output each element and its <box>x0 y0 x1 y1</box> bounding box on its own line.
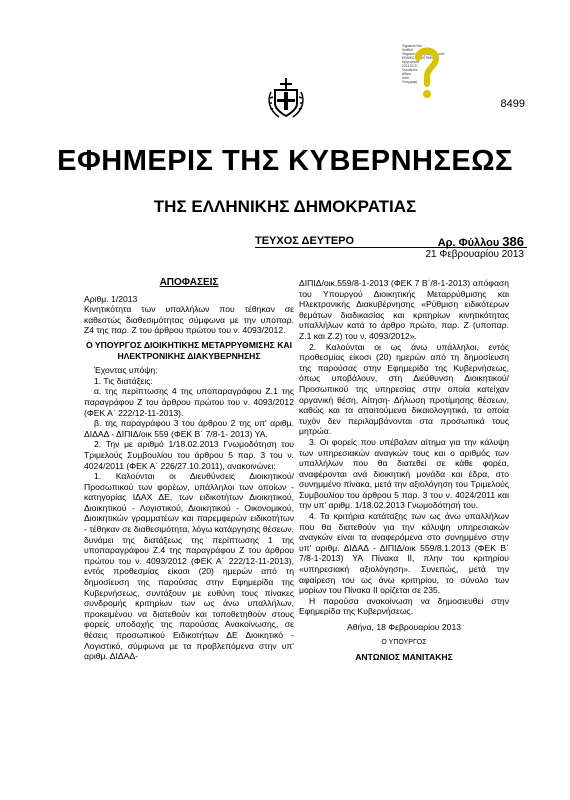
left-column <box>84 278 294 662</box>
paragraph: 2. Καλούνται οι ως άνω υπάλληλοι, εντός προθεσμίας είκοσι (20) ημερών από τη δημοσίευση της παρούσας στην Εφημερίδα της Κυβερνήσεως, όπως υποβάλουν, στη Διεύθυνση Διοικητικού/Προσωπικού της υπηρεσίας στην οποία κατείχαν οργανική θέση, Αίτηση- Δήλωση προτίμησης θέσεων, καθώς και τα απαιτούμενα δικαιολογητικά, τα οποία τυχόν δεν περιλαμβάνονται στα προσωπικά τους μητρώα. <box>299 341 509 437</box>
signature-line: Verified <box>402 48 413 52</box>
paragraph: α. της περίπτωσης 4 της υποπαραγράφου Ζ.1 της παραγράφου Ζ του άρθρου πρώτου του ν. 4093/2012 (ΦΕΚ Α΄ 222/12-11-2013). <box>84 386 294 418</box>
sheet-number-value: 386 <box>502 234 524 249</box>
considering-heading: Έχοντας υπόψη: <box>94 365 158 376</box>
gazette-masthead: ΕΦΗΜΕΡΙΣ ΤΗΣ ΚΥΒΕΡΝΗΣΕΩΣ <box>57 145 513 177</box>
paragraph: ΔΙΠΙΔ/οικ.559/8-1-2013 (ΦΕΚ 7 Β΄/8-1-2013) απόφαση του Υπουργού Διοικητικής Μεταρρύθμισης και Ηλεκτρονικής Διακυβέρνησης «Ρύθμιση ειδικότερων θεμάτων διαδικασίας και κριτηρίων κινητικότητας υπαλλήλων κατά το άρθρο πρώτο, παρ. Ζ (υποπαρ. Ζ.1 και Ζ.2) του ν. 4093/2012». <box>299 278 509 341</box>
issue-series: ΤΕΥΧΟΣ ΔΕΥΤΕΡΟ <box>255 235 355 247</box>
paragraph: 2. Την με αριθμό 1/18.02.2013 Γνωμοδότηση του Τριμελούς Συμβουλίου του άρθρου 5 παρ. 3 του ν. 4024/2011 (ΦΕΚ Α΄ 226/27.10.2011), ανακοινώνει: <box>84 439 294 471</box>
decision-subject: Κινητικότητα των υπαλλήλων που τέθηκαν σε καθεστώς διαθεσιμότητας σύμφωνα με την υποπαρ. Ζ4 της παρ. Ζ του άρθρου πρώτου του ν. 4093/2012. <box>84 304 294 336</box>
signature-line: Υπογραφή <box>402 80 418 84</box>
paragraph: Η παρούσα ανακοίνωση να δημοσιευθεί στην Εφημερίδα της Κυβερνήσεως. <box>299 595 509 617</box>
greek-coat-of-arms-icon <box>265 70 307 120</box>
decision-number: Αριθμ. 1/2013 <box>84 293 138 304</box>
paragraph: 4. Τα κριτήρια κατάταξης των ως άνω υπαλλήλων που θα διατεθούν για την κάλυψη υπηρεσιακών αναγκών είναι τα αναφερόμενα στο συνημμένο στην υπ' αριθμ. ΔΙΔΑΔ - ΔΙΠΙΔ/οικ 559/8.1.2013 (ΦΕΚ Β΄ 7/8-1-2013) ΥΑ Πίνακα ΙΙ, πλην του κριτηρίου «υπηρεσιακή αξιολόγηση». Συνεπώς, μετά την αφαίρεση του ως άνω κριτηρίου, το σύνολο των μορίων του Πίνακα ΙΙ ορίζεται σε 235. <box>299 511 509 596</box>
signature-line: Αιτία: <box>402 76 410 80</box>
page-number: 8499 <box>500 98 525 110</box>
header-divider <box>255 247 527 248</box>
signature-line: 2013.02.21 <box>402 64 418 68</box>
issuing-authority: Ο ΥΠΟΥΡΓΟΣ ΔΙΟΙΚΗΤΙΚΗΣ ΜΕΤΑΡΡΥΘΜΙΣΗΣ ΚΑΙ ΗΛΕΚΤΡΟΝΙΚΗΣ ΔΙΑΚΥΒΕΡΝΗΣΗΣ <box>86 339 292 361</box>
signature-line: Ημερομηνία: <box>402 60 420 64</box>
signature-line: ΕΘΝΙΚΟ ΤΥΠΟΓΡΑΦΕΙΟ <box>402 56 438 60</box>
paragraph: β. της παραγράφου 3 του άρθρου 2 της υπ' αριθμ. ΔΙΔΑΔ - ΔΙΠΙΔ/οικ 559 (ΦΕΚ Β΄ 7/8-1- 2013) ΥΑ. <box>84 418 294 439</box>
issue-date: 21 Φεβρουαρίου 2013 <box>425 249 524 260</box>
gazette-subhead: ΤΗΣ ΕΛΛΗΝΙΚΗΣ ΔΗΜΟΚΡΑΤΙΑΣ <box>153 197 417 216</box>
signature-question-mark-icon <box>412 44 442 104</box>
signature-date: Αθήνα, 18 Φεβρουαρίου 2013 <box>346 622 462 632</box>
signature-line: Ψηφιακά υπογεγραμμένο από <box>402 52 445 56</box>
paragraph: 1. Τις διατάξεις: <box>94 375 153 386</box>
paragraph: 3. Οι φορείς που υπέβαλαν αίτημα για την κάλυψη των υπηρεσιακών αναγκών τους και ο αριθμός των υπαλλήλων που θα διατεθεί σε κάθε φορέα, αναφέρονται ανά διοικητική μονάδα και έδρα, στο συνημμένο πίνακα, μετά την αξιολόγηση του Τριμελούς Συμβουλίου του άρθρου 5 παρ. 3 του ν. 4024/2011 και την υπ' αριθμ. 1/18.02.2013 Γνωμοδότησή του. <box>299 436 509 511</box>
signature-line: Τοποθεσία: <box>402 68 418 72</box>
section-title: ΑΠΟΦΑΣΕΙΣ <box>159 277 219 288</box>
signature-line: Αθήνα <box>402 72 412 76</box>
paragraph: 1. Καλούνται οι Διευθύνσεις Διοικητικού/Προσωπικού των φορέων, υπάλληλοι των οποίων - κατηγορίας ΙΔΑΧ ΔΕ, των ειδικοτήτων Διοικητικού, Διοικητικού - Λογιστικού, Διοικητικού - Οικονομικού, Διοικητικών γραμματέων και παρεμφερών ειδικοτήτων - τέθηκαν σε διαθεσιμότητα, λόγω κατάργησης θέσεων, δυνάμει της διατάξεως της περίπτωσης 1 της υποπαραγράφου Ζ.4 της παραγράφου Ζ του άρθρου πρώτου του ν. 4093/2012 (ΦΕΚ Α΄ 222/12-11-2013), εντός προθεσμίας είκοσι (20) ημερών από τη δημοσίευση της παρούσας στην Εφημερίδα της Κυβερνήσεως, συντάξουν με ευθύνη τους πίνακες συνδρομής κριτηρίων των ως άνω υπαλλήλων, προκειμένου να διατεθούν και τοποθετηθούν στους φορείς υποδοχής της παρούσας Ανακοίνωσης, σε θέσεις προσωπικού Ειδικοτήτων ΔΕ Διοικητικό - Λογιστικό, σύμφωνα με τα προβλεπόμενα στην υπ' αριθμ. ΔΙΔΑΔ- <box>84 471 294 662</box>
signature-role: Ο ΥΠΟΥΡΓΟΣ <box>381 638 427 646</box>
sheet-label: Αρ. Φύλλου <box>437 237 500 249</box>
right-column <box>299 278 509 667</box>
signatory-name: ΑΝΤΩΝΙΟΣ ΜΑΝΙΤΑΚΗΣ <box>355 652 453 663</box>
signature-line: Signature Not <box>402 44 422 48</box>
